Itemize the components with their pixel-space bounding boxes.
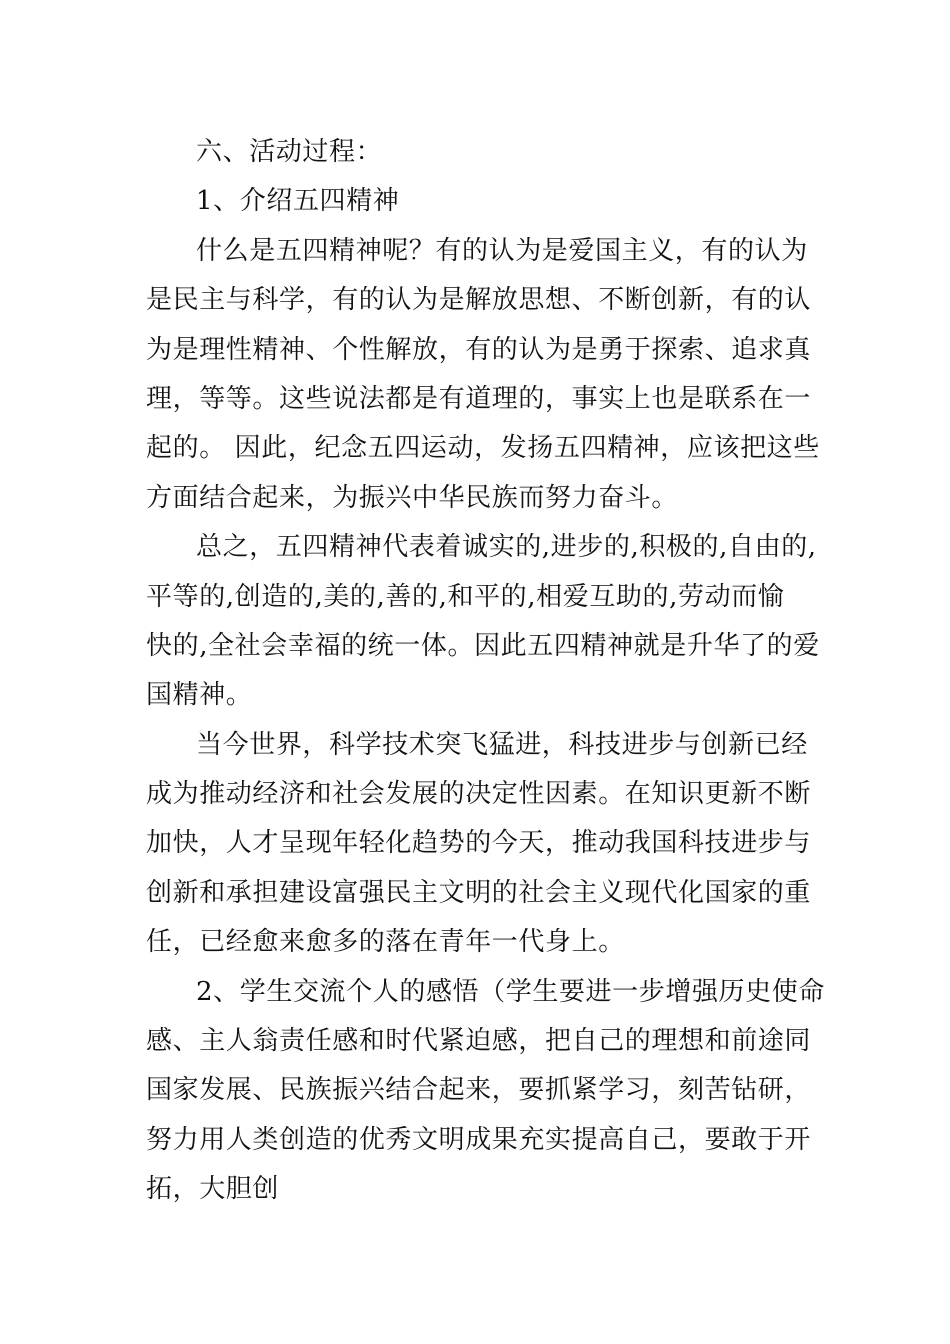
- paragraph-line: 方面结合起来，为振兴中华民族而努力奋斗。: [146, 482, 679, 513]
- section-heading: 六、活动过程：: [196, 137, 383, 167]
- paragraph-line: 总之，五四精神代表着诚实的,进步的,积极的,自由的,: [196, 532, 817, 563]
- document-body: [146, 128, 825, 1215]
- paragraph-line: 加快，人才呈现年轻化趋势的今天，推动我国科技进步与: [146, 828, 812, 859]
- paragraph-line: 什么是五四精神呢？有的认为是爱国主义，有的认为: [196, 235, 808, 266]
- paragraph-line: 平等的,创造的,美的,善的,和平的,相爱互助的,劳动而愉: [146, 581, 785, 612]
- paragraph-line: 成为推动经济和社会发展的决定性因素。在知识更新不断: [146, 779, 812, 810]
- paragraph-line: 2、学生交流个人的感悟（学生要进一步增强历史使命: [196, 976, 825, 1007]
- paragraph-line: 国家发展、民族振兴结合起来，要抓紧学习，刻苦钻研，: [146, 1075, 812, 1106]
- paragraph-line: 国精神。: [146, 680, 253, 711]
- paragraph-line: 拓，大胆创: [146, 1174, 280, 1205]
- paragraph-line: 任，已经愈来愈多的落在青年一代身上。: [146, 927, 625, 958]
- paragraph-line: 快的,全社会幸福的统一体。因此五四精神就是升华了的爱: [146, 630, 820, 661]
- paragraph-line: 感、主人翁责任感和时代紧迫感，把自己的理想和前途同: [146, 1026, 812, 1057]
- paragraph-line: 起的。 因此，纪念五四运动，发扬五四精神，应该把这些: [146, 433, 820, 464]
- paragraph-line: 创新和承担建设富强民主文明的社会主义现代化国家的重: [146, 877, 812, 908]
- subsection-heading: 1、介绍五四精神: [196, 186, 400, 217]
- paragraph-line: 当今世界，科学技术突飞猛进，科技进步与创新已经: [196, 729, 808, 760]
- paragraph-line: 理，等等。这些说法都是有道理的，事实上也是联系在一: [146, 383, 812, 414]
- paragraph-line: 努力用人类创造的优秀文明成果充实提高自己，要敢于开: [146, 1124, 812, 1155]
- paragraph-line: 是民主与科学，有的认为是解放思想、不断创新，有的认: [146, 285, 812, 316]
- paragraph-line: 为是理性精神、个性解放，有的认为是勇于探索、追求真: [146, 334, 812, 365]
